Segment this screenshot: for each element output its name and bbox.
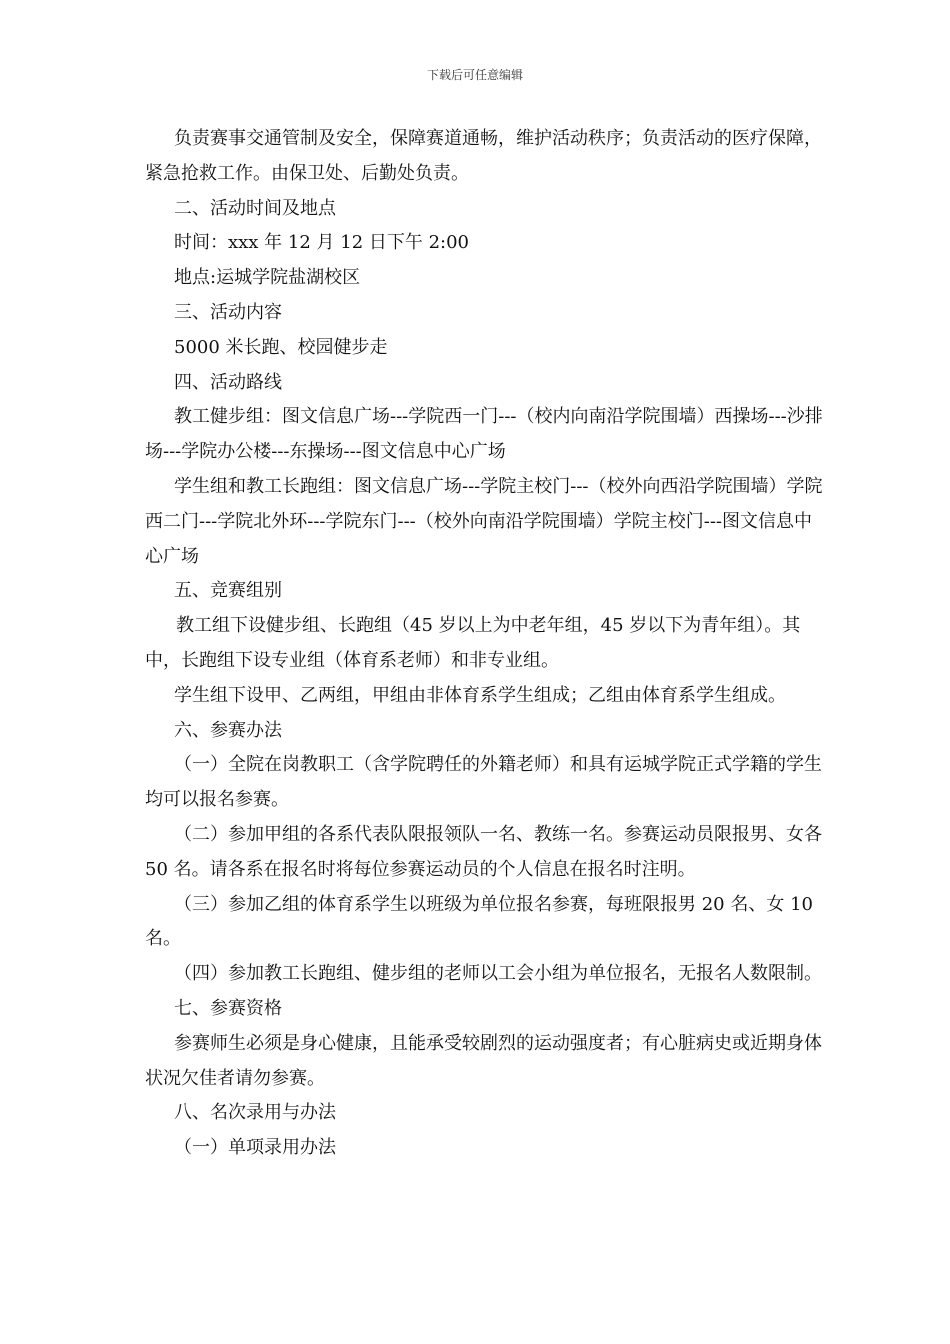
- heading-entry-method: 六、参赛办法: [174, 719, 282, 741]
- paragraph-ranking-1: （一）单项录用办法: [174, 1137, 336, 1159]
- paragraph-security-duties: 负责赛事交通管制及安全，保障赛道通畅，维护活动秩序；负责活动的医疗保障，紧急抢救工作。由保卫处、后勤处负责。: [145, 128, 822, 184]
- paragraph-student-groups: 学生组下设甲、乙两组，甲组由非体育系学生组成；乙组由体育系学生组成。: [174, 684, 786, 706]
- heading-competition-groups: 五、竞赛组别: [174, 580, 282, 602]
- heading-activity-route: 四、活动路线: [174, 371, 282, 393]
- heading-ranking: 八、名次录用与办法: [174, 1102, 336, 1124]
- page-header-note: 下载后可任意编辑: [426, 68, 523, 82]
- paragraph-staff-groups: 教工组下设健步组、长跑组（45 岁以上为中老年组，45 岁以下为青年组）。其中，长跑组下设专业组（体育系老师）和非专业组。: [145, 615, 801, 671]
- paragraph-eligibility: 参赛师生必须是身心健康，且能承受较剧烈的运动强度者；有心脏病史或近期身体状况欠佳者请勿参赛。: [145, 1032, 822, 1089]
- paragraph-location: 地点:运城学院盐湖校区: [174, 267, 361, 289]
- paragraph-activity-content: 5000 米长跑、校园健步走: [174, 336, 388, 358]
- paragraph-route-run: 学生组和教工长跑组：图文信息广场---学院主校门---（校外向西沿学院围墙）学院西二门---学院北外环---学院东门---（校外向南沿学院围墙）学院主校门---图文信息中心广场: [145, 475, 823, 567]
- document-body: [145, 122, 825, 1166]
- paragraph-entry-3: （三）参加乙组的体育系学生以班级为单位报名参赛，每班限报男 20 名、女 10 名。: [145, 893, 813, 950]
- paragraph-entry-1: （一）全院在岗教职工（含学院聘任的外籍老师）和具有运城学院正式学籍的学生均可以报名参赛。: [145, 754, 822, 811]
- paragraph-route-staff-walk: 教工健步组：图文信息广场---学院西一门---（校内向南沿学院围墙）西操场---沙排场---学院办公楼---东操场---图文信息中心广场: [145, 406, 823, 463]
- paragraph-entry-2: （二）参加甲组的各系代表队限报领队一名、教练一名。参赛运动员限报男、女各 50 名。请各系在报名时将每位参赛运动员的个人信息在报名时注明。: [145, 823, 822, 880]
- heading-eligibility: 七、参赛资格: [174, 997, 282, 1019]
- heading-time-location: 二、活动时间及地点: [174, 197, 336, 219]
- paragraph-entry-4: （四）参加教工长跑组、健步组的老师以工会小组为单位报名，无报名人数限制。: [174, 963, 822, 985]
- paragraph-time: 时间：xxx 年 12 月 12 日下午 2:00: [174, 232, 470, 254]
- heading-activity-content: 三、活动内容: [174, 301, 282, 323]
